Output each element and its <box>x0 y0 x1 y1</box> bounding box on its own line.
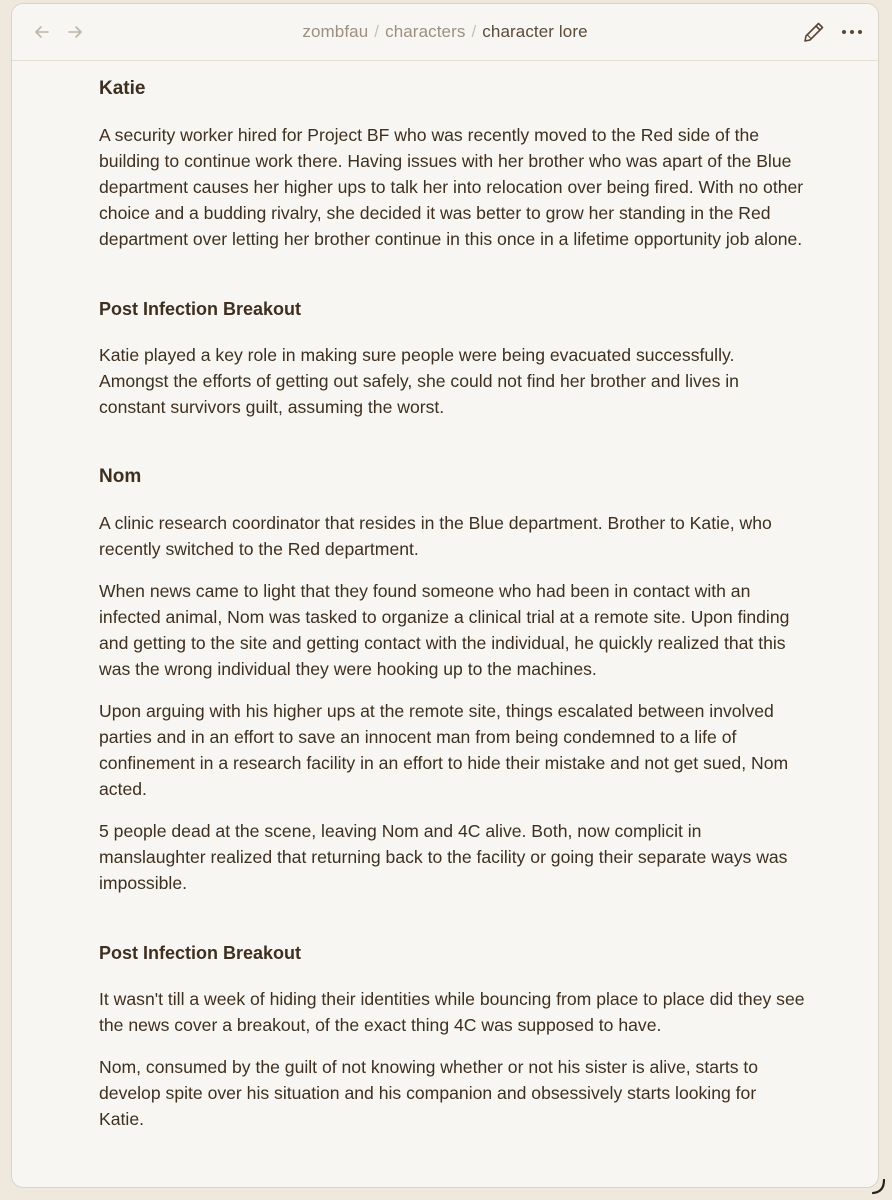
section-heading-katie: Katie <box>99 78 146 99</box>
more-horizontal-icon <box>839 19 865 45</box>
paragraph: When news came to light that they found someone who had been in contact with an infected animal, Nom was tasked to organize a clinical trial at a remote site. Upon finding and getting to the site and getting contact with the individual, he quickly realized that this was the wrong individual they were hooking up to the machines. <box>99 581 790 679</box>
resize-handle-icon[interactable] <box>871 1178 887 1196</box>
paragraph: Upon arguing with his higher ups at the remote site, things escalated between involved parties and in an effort to save an innocent man from being condemned to a life of confinement in a research facility in an effort to hide their mistake and not get sued, Nom acted. <box>99 701 789 799</box>
breadcrumb <box>12 22 878 42</box>
breadcrumb-separator: / <box>374 22 380 41</box>
breadcrumb-item-zombfau[interactable]: zombfau <box>302 22 369 41</box>
paragraph: Katie played a key role in making sure people were being evacuated successfully. Amongst the efforts of getting out safely, she could not find her brother and lives in constant survivors guilt, assuming the worst. <box>99 345 739 417</box>
title-bar <box>12 4 878 61</box>
section-heading-post-infection-breakout: Post Infection Breakout <box>99 299 302 319</box>
document-window <box>11 3 879 1188</box>
pencil-icon <box>802 20 826 44</box>
paragraph: It wasn't till a week of hiding their identities while bouncing from place to place did they see the news cover a breakout, of the exact thing 4C was supposed to have. <box>99 989 805 1035</box>
breadcrumb-separator: / <box>471 22 477 41</box>
paragraph: A clinic research coordinator that resides in the Blue department. Brother to Katie, who recently switched to the Red department. <box>99 513 772 559</box>
edit-button[interactable] <box>800 18 828 46</box>
paragraph: Nom, consumed by the guilt of not knowing whether or not his sister is alive, starts to develop spite over his situation and his companion and obsessively starts looking for Katie. <box>99 1057 759 1129</box>
breadcrumb-current: character lore <box>482 22 588 41</box>
paragraph: A security worker hired for Project BF who was recently moved to the Red side of the building to continue work there. Having issues with her brother who was apart of the Blue department causes her higher ups to talk her into relocation over being fired. With no other choice and a budding rivalry, she decided it was better to grow her standing in the Red department over letting her brother continue in this once in a lifetime opportunity job alone. <box>99 125 804 249</box>
section-heading-post-infection-breakout: Post Infection Breakout <box>99 943 302 963</box>
paragraph: 5 people dead at the scene, leaving Nom and 4C alive. Both, now complicit in manslaughter realized that returning back to the facility or going their separate ways was impossible. <box>99 821 788 893</box>
breadcrumb-item-characters[interactable]: characters <box>385 22 466 41</box>
document-body <box>99 76 805 1132</box>
section-heading-nom: Nom <box>99 466 142 487</box>
more-button[interactable] <box>838 18 866 46</box>
